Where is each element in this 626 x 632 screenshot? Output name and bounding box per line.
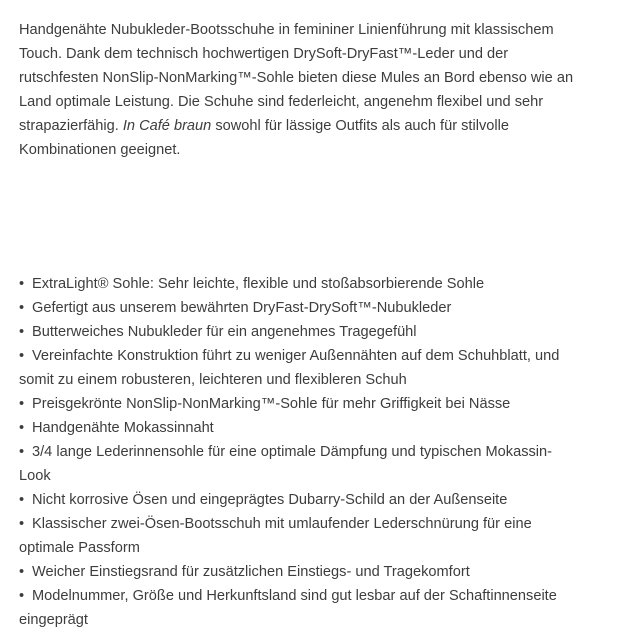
bullet-icon: • <box>19 396 25 412</box>
bullet-icon: • <box>19 492 25 508</box>
description-text: Handgenähte Nubukleder-Bootsschuhe in femininer Linienführung mit klassischem Touch. Dank dem technisch hochwertigen DrySoft-DryFast™-Leder und der rutschfesten NonSlip-NonMarking™-Sohle bieten diese Mules an Bord ebenso wie an Land optimale Leistung. Die Schuhe sind federleicht, angenehm flexibel und sehr strapazierfähig. <box>19 22 574 134</box>
bullet-icon: • <box>19 420 25 436</box>
feature-item <box>19 296 579 320</box>
feature-item <box>19 416 579 440</box>
feature-text: Preisgekrönte NonSlip-NonMarking™-Sohle für mehr Griffigkeit bei Nässe <box>32 396 511 412</box>
feature-text: Nicht korrosive Ösen und eingeprägtes Dubarry-Schild an der Außenseite <box>32 492 508 508</box>
feature-text: Vereinfachte Konstruktion führt zu weniger Außennähten auf dem Schuhblatt, und somit zu einem robusteren, leichteren und flexibleren Schuh <box>19 348 560 388</box>
feature-text: Gefertigt aus unserem bewährten DryFast-DrySoft™-Nubukleder <box>32 300 452 316</box>
feature-text: ExtraLight® Sohle: Sehr leichte, flexible und stoßabsorbierende Sohle <box>32 276 485 292</box>
bullet-icon: • <box>19 444 25 460</box>
description-color-name: In Café braun <box>122 118 212 134</box>
feature-item <box>19 488 579 512</box>
feature-text: 3/4 lange Lederinnensohle für eine optimale Dämpfung und typischen Mokassin-Look <box>19 444 553 484</box>
feature-item <box>19 272 579 296</box>
feature-text: Modelnummer, Größe und Herkunftsland sind gut lesbar auf der Schaftinnenseite eingeprägt <box>19 588 557 628</box>
bullet-icon: • <box>19 300 25 316</box>
description-text-end: sowohl für lässige Outfits als auch für stilvolle Kombinationen geeignet. <box>19 118 509 158</box>
bullet-icon: • <box>19 324 25 340</box>
bullet-icon: • <box>19 588 25 604</box>
bullet-icon: • <box>19 276 25 292</box>
feature-item <box>19 512 579 560</box>
feature-item <box>19 440 579 488</box>
feature-text: Weicher Einstiegsrand für zusätzlichen Einstiegs- und Tragekomfort <box>32 564 470 580</box>
feature-text: Handgenähte Mokassinnaht <box>32 420 214 436</box>
feature-item <box>19 320 579 344</box>
feature-text: Butterweiches Nubukleder für ein angenehmes Tragegefühl <box>32 324 417 340</box>
feature-item <box>19 344 579 392</box>
feature-item <box>19 560 579 584</box>
bullet-icon: • <box>19 348 25 364</box>
product-description <box>19 18 579 162</box>
bullet-icon: • <box>19 564 25 580</box>
feature-item <box>19 392 579 416</box>
feature-text: Klassischer zwei-Ösen-Bootsschuh mit umlaufender Lederschnürung für eine optimale Passform <box>19 516 532 556</box>
feature-list <box>19 272 579 632</box>
feature-item <box>19 584 579 632</box>
bullet-icon: • <box>19 516 25 532</box>
